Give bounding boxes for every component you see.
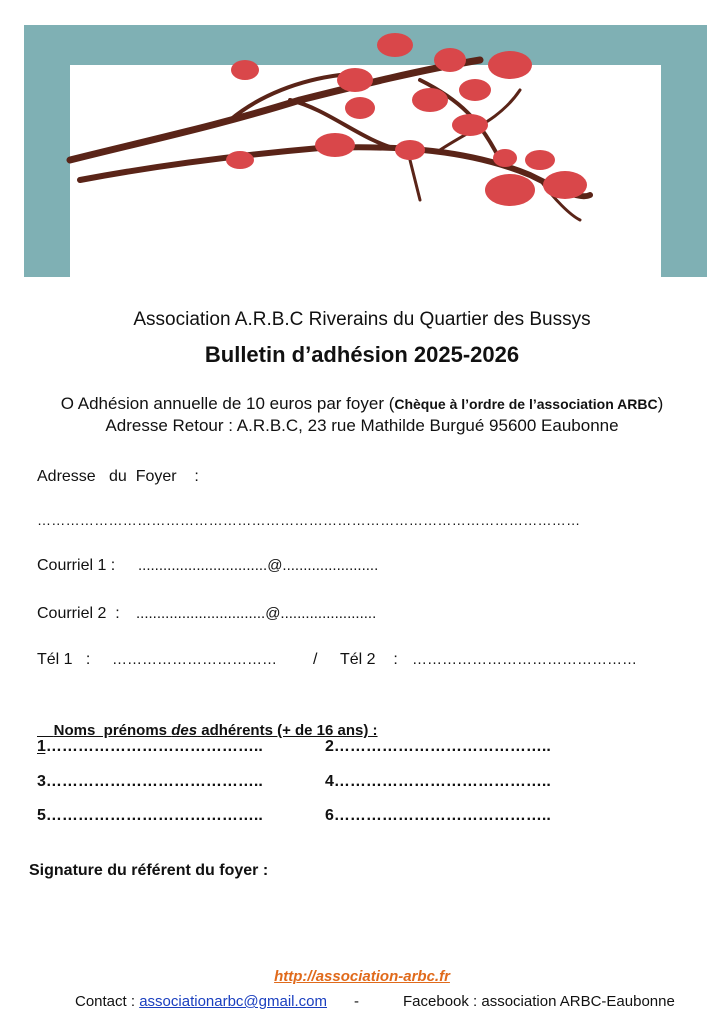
- email1-field[interactable]: ...............................@.......................: [138, 557, 379, 574]
- footer-separator: -: [354, 993, 359, 1010]
- tel1-label: Tél 1 :: [37, 651, 91, 668]
- email-link[interactable]: associationarbc@gmail.com: [139, 993, 328, 1010]
- email1-label: Courriel 1 :: [37, 557, 116, 574]
- member-field-2[interactable]: 2…………………………………..: [325, 738, 551, 755]
- fee-close: ): [657, 394, 664, 413]
- fee-line: [0, 394, 724, 414]
- page-title: Bulletin d’adhésion 2025-2026: [204, 342, 520, 367]
- member-field-4[interactable]: 4…………………………………..: [325, 773, 551, 790]
- member-field-1[interactable]: 1…………………………………..: [37, 738, 263, 755]
- cherry-blossom-banner: [0, 0, 724, 290]
- return-address: Adresse Retour : A.R.B.C, 23 rue Mathilde Burgué 95600 Eaubonne: [105, 416, 619, 435]
- tel1-field[interactable]: ……………………………: [112, 651, 277, 668]
- member-field-6[interactable]: 6…………………………………..: [325, 807, 551, 824]
- address-label: Adresse du Foyer :: [37, 468, 199, 485]
- fee-text: O Adhésion annuelle de 10 euros par foyer (: [60, 394, 395, 413]
- members-heading-c: adhérents (+ de 16 ans) :: [197, 722, 378, 739]
- website-link[interactable]: http://association-arbc.fr: [274, 968, 450, 985]
- email2-field[interactable]: ...............................@.......................: [136, 605, 377, 622]
- contact-line: [75, 993, 327, 1010]
- contact-label: Contact :: [75, 993, 140, 1010]
- member-field-5[interactable]: 5…………………………………..: [37, 807, 263, 824]
- members-heading-b: des: [171, 722, 198, 739]
- tel2-label: Tél 2 :: [340, 651, 398, 668]
- tel-separator: /: [313, 651, 318, 668]
- facebook-text: Facebook : association ARBC-Eaubonne: [403, 993, 675, 1010]
- members-heading-a: Noms prénoms: [53, 722, 172, 739]
- association-name: Association A.R.B.C Riverains du Quartier des Bussys: [133, 309, 591, 330]
- fee-note: Chèque à l’ordre de l’association ARBC: [394, 396, 658, 412]
- email2-label: Courriel 2 :: [37, 605, 120, 622]
- tel2-field[interactable]: ………………………………………: [412, 651, 637, 668]
- address-field[interactable]: ……………………………………………………………………………………………………: [37, 512, 581, 528]
- signature-label: Signature du référent du foyer :: [29, 862, 269, 879]
- member-field-3[interactable]: 3…………………………………..: [37, 773, 263, 790]
